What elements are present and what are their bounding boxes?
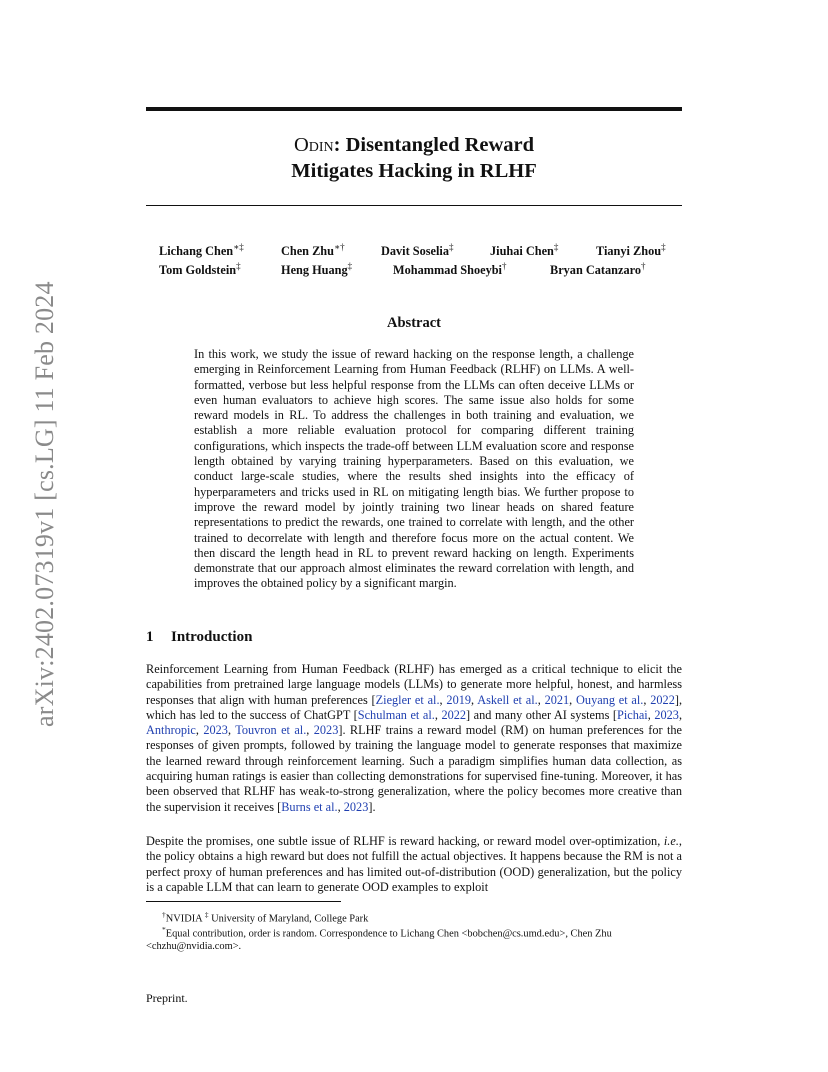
- citation-link[interactable]: Ouyang et al.: [576, 692, 644, 707]
- intro-paragraph-2: Despite the promises, one subtle issue of RLHF is reward hacking, or reward model over-optimization, i.e., the policy obtains a high reward but does not fulfill the actual objectives. It happens because the RM is not a perfect proxy of human preferences and has limited out-of-distribution (OOD) generalization, but the policy is a capable LLM that can learn to generate OOD examples to exploit: [146, 834, 682, 894]
- intro-paragraph-1: Reinforcement Learning from Human Feedback (RLHF) has emerged as a critical technique to elicit the capabilities from pretrained large language models (LLMs) to generate more helpful, honest, and harmless responses that align with human preferences [Ziegler et al., 2019, Askell et al., 2021, Ouyang et al., 2022], which has led to the success of ChatGPT [Schulman et al., 2022] and many other AI systems [Pichai, 2023, Anthropic, 2023, Touvron et al., 2023]. RLHF trains a reward model (RM) on human preferences for the responses of given prompts, followed by training the language model to generate responses that maximize the learned reward through reinforcement learning. Such a paradigm simplifies human data collection, as acquiring human ratings is easier than collecting demonstrations for supervised fine-tuning. Moreover, it has been observed that RLHF has weak-to-strong generalization, where the policy becomes more creative than the supervision it receives [Burns et al., 2023].: [146, 662, 683, 814]
- citation-link[interactable]: 2022: [650, 692, 675, 707]
- title-smallcaps: Odin: [293, 134, 334, 156]
- section-heading: [146, 629, 252, 646]
- title-line1: : Disentangled Reward: [333, 134, 535, 156]
- footnote-affiliations: †NVIDIA ‡ University of Maryland, College Park: [162, 910, 369, 925]
- title-line2: Mitigates Hacking in RLHF: [291, 160, 537, 182]
- author: Lichang Chen∗‡: [159, 242, 244, 259]
- abstract-body: In this work, we study the issue of reward hacking on the response length, a challenge emerging in Reinforcement Learning from Human Feedback (RLHF) on LLMs. A well-formatted, verbose but less helpful response from the LLMs can often deceive LLMs or even human evaluators to achieve high scores. The same issue also holds for some reward models in RL. To address the challenges in both training and evaluation, we establish a more reliable evaluation protocol for comparing different training configurations, which inspects the trade-off between LLM evaluation score and response length obtained by varying training hyperparameters. Based on this evaluation, we conduct large-scale studies, where the results shed insights into the efficacy of hyperparameters and tricks used in RL on mitigating length bias. We further propose to improve the reward model by jointly training two linear heads on shared feature representations to predict the rewards, one trained to correlate with length, and the other trained to decorrelate with length and therefore focus more on the actual content. We then discard the length head in RL to prevent reward hacking on length. Experiments demonstrate that our approach almost eliminates the reward correlation with length, and improves the obtained policy by a significant margin.: [194, 347, 634, 591]
- paper-title: [146, 132, 682, 184]
- citation-link[interactable]: 2023: [654, 707, 679, 722]
- author: Heng Huang‡: [281, 261, 353, 278]
- abstract-heading: Abstract: [387, 315, 441, 331]
- author: Chen Zhu∗†: [281, 242, 345, 259]
- citation-link[interactable]: 2023: [313, 723, 339, 738]
- title-top-rule: [146, 107, 682, 111]
- citation-link[interactable]: Pichai: [616, 707, 648, 722]
- citation-link[interactable]: Schulman et al.: [357, 707, 435, 722]
- citation-link[interactable]: Anthropic: [146, 723, 196, 738]
- author: Tom Goldstein‡: [159, 261, 241, 278]
- author: Davit Soselia‡: [381, 242, 454, 259]
- citation-link[interactable]: Ziegler et al.: [375, 692, 440, 707]
- footnote-contribution: *Equal contribution, order is random. Correspondence to Lichang Chen <bobchen@cs.umd.edu>, Chen Zhu <chzhu@nvidia.com>.: [146, 925, 612, 953]
- footnote-rule: [146, 901, 341, 902]
- section-number: 1: [146, 629, 154, 645]
- citation-link[interactable]: Askell et al.: [477, 692, 538, 707]
- citation-link[interactable]: Touvron et al.: [235, 723, 307, 738]
- author: Bryan Catanzaro†: [550, 261, 646, 278]
- author: Mohammad Shoeybi†: [393, 261, 507, 278]
- citation-link[interactable]: 2022: [441, 707, 467, 722]
- title-bottom-rule: [146, 205, 682, 206]
- author: Tianyi Zhou‡: [596, 242, 666, 259]
- arxiv-identifier: arXiv:2402.07319v1 [cs.LG] 11 Feb 2024: [30, 281, 59, 727]
- citation-link[interactable]: 2023: [203, 723, 228, 738]
- citation-link[interactable]: 2021: [544, 692, 570, 707]
- citation-link[interactable]: 2023: [343, 799, 369, 814]
- citation-link[interactable]: 2019: [446, 692, 472, 707]
- preprint-label: Preprint.: [146, 991, 188, 1005]
- citation-link[interactable]: Burns et al.: [281, 799, 338, 814]
- author: Jiuhai Chen‡: [490, 242, 559, 259]
- section-title: Introduction: [171, 629, 253, 645]
